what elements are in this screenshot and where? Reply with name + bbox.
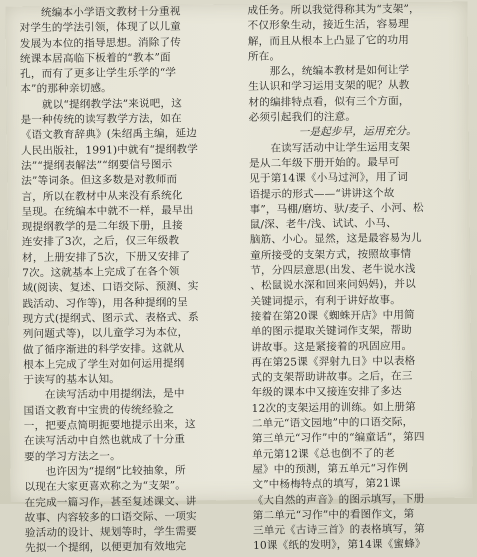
text-line: 以现在大家更喜欢称之为“支架”。 (24, 479, 187, 494)
text-line: 发展为本位的指导思想。消除了传 (19, 36, 182, 50)
text-line: 是从二年级下册开始的。最早可 (249, 156, 400, 170)
text-line: 年级的课本中又接连安排了多达 (251, 385, 402, 400)
text-line: 践活动、习作等)，用各种提纲的呈 (22, 296, 189, 310)
right-text-column (247, 2, 471, 555)
text-line: 第三单元“习作”中的“编童话”，第四 (251, 431, 425, 446)
text-line: 于读写的基本认知。 (23, 373, 121, 387)
text-line: 统课本居高临下板着的“教本”面 (19, 51, 171, 66)
text-line: 要的学习方法之一。 (24, 449, 121, 463)
text-line: 屋》中的预测，第五单元“习作例 (252, 462, 409, 476)
text-line: 根本上完成了学生对如何运用提纲 (23, 357, 185, 372)
text-line: 呈现。在统编本中就不一样，最早出 (21, 204, 194, 219)
text-line: 必须引起我们的注意。 (248, 110, 357, 124)
text-line: 10课《纸的发明》，第14课《蜜蜂》 (253, 538, 426, 553)
text-line: 事”，马棚/磨坊、驮/麦子、小河、松 (249, 201, 424, 216)
text-line: 《语文教育辞典》(朱绍禹主编，延边 (20, 127, 198, 142)
text-line: 先拟一个提纲，以便更加有效地完 (25, 540, 187, 555)
text-line: 接着在第20课《蜘蛛开店》中用简 (250, 309, 415, 323)
text-line: 解，而且从根本上凸显了它的功用 (247, 33, 410, 48)
text-line: 鼠/深、老牛/浅、试试、小马、 (249, 217, 397, 232)
text-line: 一，把要点简明扼要地提示出来，这 (23, 418, 196, 433)
text-line: 成任务。所以我觉得称其为“支架”， (247, 3, 420, 17)
text-line: 7次。这就基本上完成了在各个领 (22, 265, 180, 280)
text-line: 再在第25课《羿射九日》中以表格 (251, 354, 416, 369)
text-line: 那么，统编本教材是如何让学 (248, 64, 410, 79)
text-line: 是一种传统的读写教学方法，如在 (20, 112, 182, 127)
text-line: 不仅形象生动，接近生活，容易理 (247, 18, 409, 33)
text-line: 域(阅读、复述、口语交际、预测、实 (22, 280, 199, 295)
text-line: 讲故事。这是紧接着的巩固应用。 (250, 339, 413, 354)
text-line: 验活动的设计、规划等时，学生需要 (24, 525, 197, 540)
text-line: 就以“提纲教学法”来说吧，这 (20, 97, 183, 112)
left-text-column (19, 4, 243, 557)
text-line: 故事、内容较多的口语交际、一项实 (24, 510, 197, 525)
text-line: 文”中杨梅特点的填写，第21课 (252, 477, 401, 492)
text-line: 人民出版社，1991)中就有“提纲教学 (20, 143, 199, 157)
text-line: 所在。 (247, 50, 281, 63)
text-line: 脑筋、小心。显然，这是最容易为儿 (249, 232, 422, 247)
text-line: 《大自然的声音》的图示填写，下册 (252, 492, 425, 507)
text-line: 12次的支架运用的训练。如上册第 (251, 400, 416, 415)
text-line: 单的图示提取关键词作支架，帮助 (250, 324, 413, 339)
text-line: 在读写活动中自然也就成了十分重 (23, 433, 186, 448)
text-line: 、松鼠说水深和回来问妈妈)，并以 (250, 278, 416, 293)
text-line: 在读写活动中让学生运用支架 (248, 140, 411, 155)
text-line: 生认识和学习运用支架的呢？从教 (248, 79, 410, 94)
text-line: 做了循序渐进的科学安排。这就从 (22, 342, 185, 356)
text-line: 第二单元“习作”中的看图作文，第 (252, 507, 415, 522)
text-line: 童所接受的支架方式，按照故事情 (249, 247, 412, 262)
text-line: 语提示的形式——“讲讲这个故 (249, 186, 395, 201)
book-page (5, 2, 472, 555)
text-line: 三单元《古诗三首》的表格填写，第 (252, 523, 425, 537)
text-line: 关键词提示，有利于讲好故事。 (250, 293, 401, 308)
text-line: 也许因为“提纲”比较抽象，所 (24, 464, 186, 479)
text-line: 在完成一篇习作，甚至复述课文、讲 (24, 494, 197, 509)
text-line: 材的编排特点看，似有三个方面， (248, 94, 410, 109)
text-line: 列问题式等)，以儿童学习为本位， (22, 326, 189, 341)
text-line: 法”等词条。但这多数是对教师而 (21, 173, 178, 188)
text-line: 节，分四层意思(出发、老牛说水浅 (250, 263, 416, 277)
text-line: 法”“提纲表解法”“纲要信号图示 (21, 158, 173, 173)
text-line: 言，所以在教材中从来没有系统化 (21, 189, 183, 203)
text-line: 统编本小学语文教材十分重视 (19, 5, 181, 20)
text-line: 现方式(提纲式、图示式、表格式、系 (22, 311, 199, 326)
text-line: 对学生的学法引领，体现了以儿童 (19, 20, 181, 35)
text-line: 连安排了3次，之后，仅三年级教 (21, 235, 180, 249)
section-subheading: 一是起步早，运用充分。 (298, 125, 417, 139)
text-line: 在读写活动中用提纲法，是中 (23, 387, 185, 402)
text-line: 本”的那种亲切感。 (20, 82, 112, 96)
text-line: 单元第12课《总也倒不了的老 (252, 446, 395, 461)
text-line: 见于第14课《小马过河》，用了词 (249, 171, 409, 186)
text-line: 孔，而有了更多让学生乐学的“学 (20, 66, 177, 81)
text-line: 二单元“语文园地”中的口语交际， (251, 416, 414, 430)
text-line: 式的支架帮助讲故事。之后，在三 (251, 370, 413, 385)
text-line: 材，上册安排了5次，下册又安排了 (21, 250, 191, 265)
text-line: 现提纲教学的是二年级下册，且接 (21, 219, 183, 234)
text-line: 国语文教育中宝贵的传统经验之 (23, 403, 175, 417)
